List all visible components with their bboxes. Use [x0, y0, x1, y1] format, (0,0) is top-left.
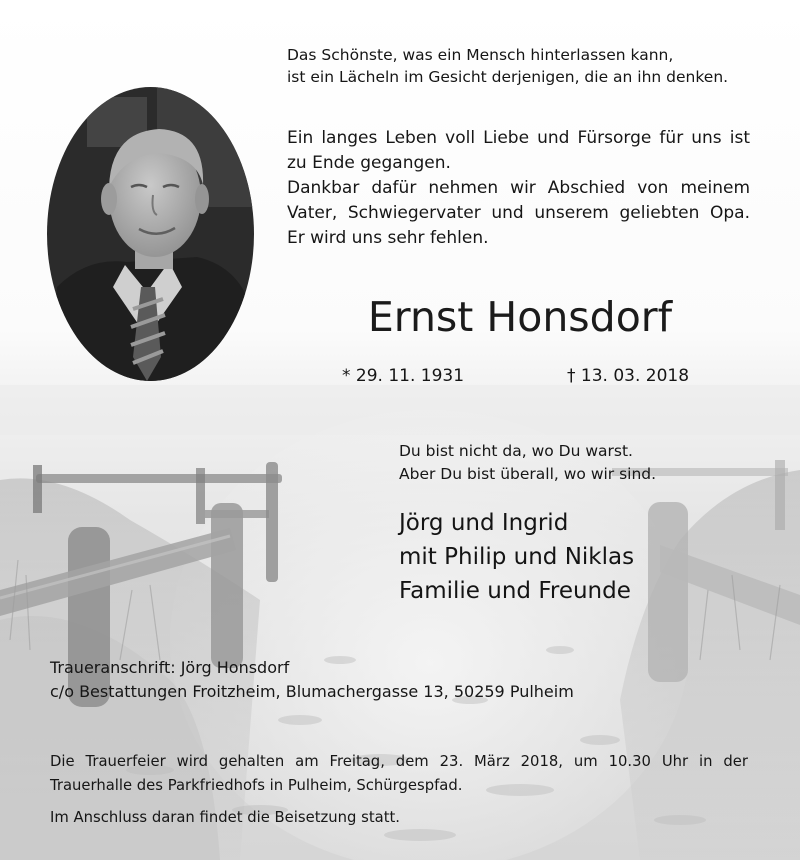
ceremony-line: Die Trauerfeier wird gehalten am Freitag, dem 23. März 2018, um 10.30 Uhr in der	[50, 753, 748, 770]
message-line: Ein langes Leben voll Liebe und Fürsorge für uns ist	[287, 128, 750, 148]
message-line: zu Ende gegangen.	[287, 153, 451, 173]
ceremony-line: Im Anschluss daran findet die Beisetzung statt.	[50, 809, 401, 826]
opening-quote	[287, 44, 728, 88]
mourners-list	[399, 506, 634, 608]
death-date: † 13. 03. 2018	[567, 366, 690, 386]
memorial-verse	[399, 440, 656, 486]
verse-line: Aber Du bist überall, wo wir sind.	[399, 465, 657, 483]
farewell-message	[287, 126, 750, 251]
message-line: Er wird uns sehr fehlen.	[287, 228, 489, 248]
portrait-photo	[47, 87, 254, 381]
mourner-line: mit Philip und Niklas	[399, 544, 635, 570]
quote-line: ist ein Lächeln im Gesicht derjenigen, die an ihn denken.	[287, 68, 729, 86]
deceased-name: Ernst Honsdorf	[367, 293, 673, 341]
address-line: c/o Bestattungen Froitzheim, Blumachergasse 13, 50259 Pulheim	[50, 682, 574, 701]
ceremony-info	[50, 750, 748, 830]
birth-date: * 29. 11. 1931	[342, 366, 465, 386]
ceremony-line: Trauerhalle des Parkfriedhofs in Pulheim, Schürgespfad.	[50, 777, 463, 794]
message-line: Dankbar dafür nehmen wir Abschied von meinem	[287, 178, 750, 198]
message-line: Vater, Schwiegervater und unserem geliebten Opa.	[287, 203, 750, 223]
mourning-address	[50, 656, 574, 704]
quote-line: Das Schönste, was ein Mensch hinterlassen kann,	[287, 46, 674, 64]
mourner-line: Jörg und Ingrid	[399, 510, 569, 536]
mourner-line: Familie und Freunde	[399, 578, 631, 604]
address-line: Traueranschrift: Jörg Honsdorf	[50, 658, 290, 677]
verse-line: Du bist nicht da, wo Du warst.	[399, 442, 633, 460]
